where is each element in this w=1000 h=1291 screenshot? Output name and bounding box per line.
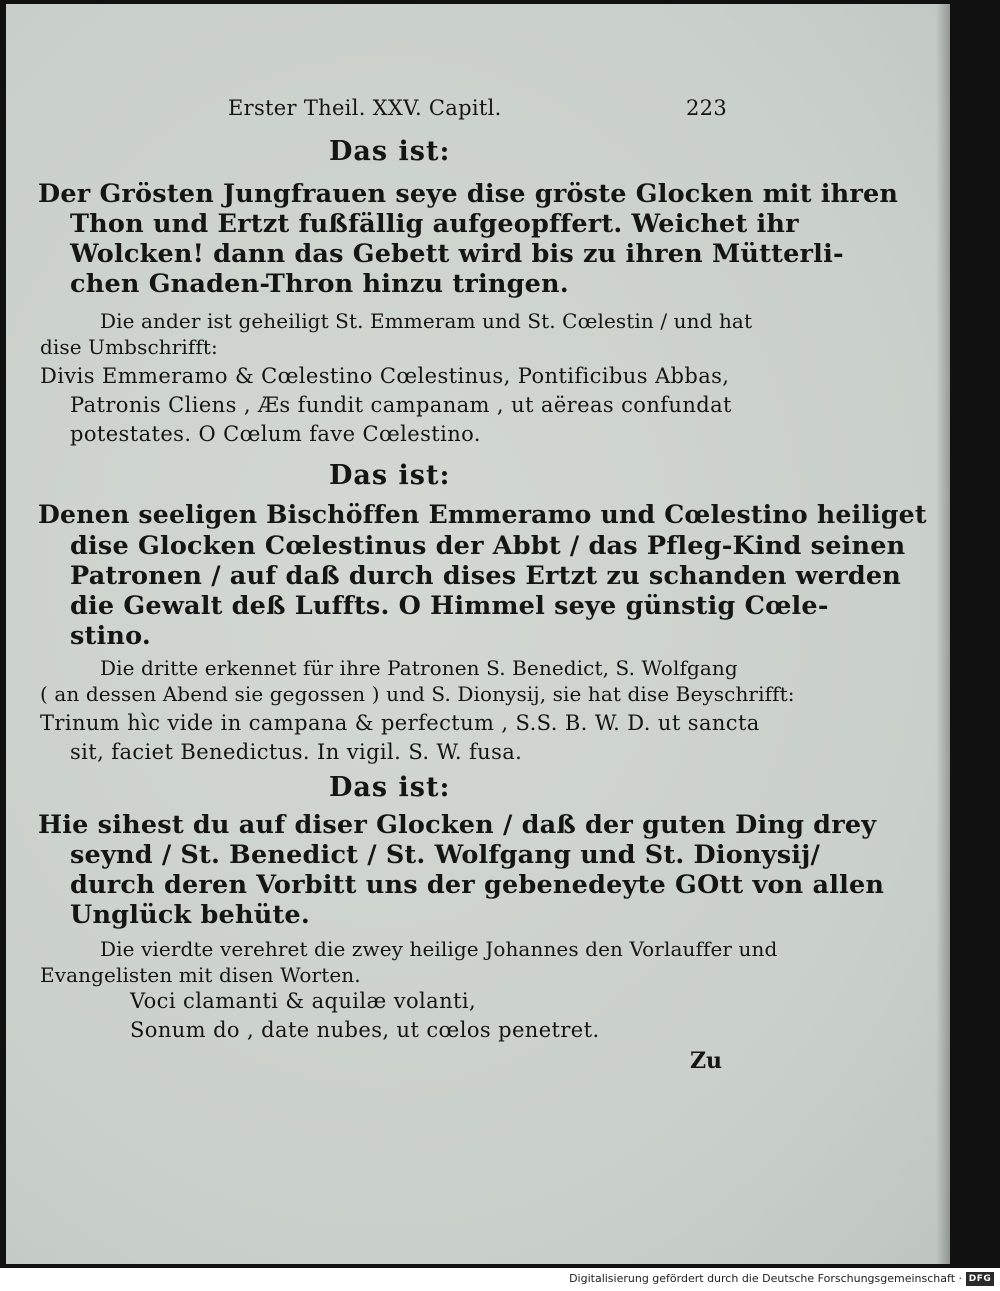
text-line: dise Umbschrifft: — [40, 335, 218, 359]
page-edge-shadow — [936, 4, 950, 1264]
text-line: stino. — [70, 621, 151, 651]
latin-line: Divis Emmeramo & Cœlestino Cœlestinus, Pontificibus Abbas, — [40, 364, 730, 388]
text-line: Thon und Ertzt fußfällig aufgeopffert. Weichet ihr — [70, 209, 799, 239]
text-line: die Gewalt deß Luffts. O Himmel seye günstig Cœle- — [70, 591, 829, 621]
text-line: Die dritte erkennet für ihre Patronen S. Benedict, S. Wolfgang — [100, 656, 738, 680]
book-page — [6, 4, 950, 1264]
text-line: Die vierdte verehret die zwey heilige Johannes den Vorlauffer und — [100, 937, 778, 961]
text-line: Unglück behüte. — [70, 900, 310, 930]
text-line: Die ander ist geheiligt St. Emmeram und St. Cœlestin / und hat — [100, 309, 753, 333]
section-heading: Das ist: — [329, 460, 451, 491]
text-line: Wolcken! dann das Gebett wird bis zu ihren Mütterli- — [70, 239, 844, 269]
section-heading: Das ist: — [329, 136, 451, 167]
running-head — [228, 96, 727, 120]
text-line: Der Grösten Jungfrauen seye dise gröste Glocken mit ihren — [38, 179, 899, 209]
text-line: durch deren Vorbitt uns der gebenedeyte GOtt von allen — [70, 870, 885, 900]
text-line: seynd / St. Benedict / St. Wolfgang und St. Dionysij/ — [70, 840, 821, 870]
text-line: Denen seeligen Bischöffen Emmeramo und Cœlestino heiliget — [38, 500, 927, 530]
catchword: Zu — [690, 1048, 723, 1074]
text-line: Hie sihest du auf diser Glocken / daß der guten Ding drey — [38, 810, 877, 840]
text-line: ( an dessen Abend sie gegossen ) und S. Dionysij, sie hat dise Beyschrifft: — [40, 682, 795, 706]
page-number: 223 — [686, 96, 727, 120]
running-head-text: Erster Theil. XXV. Capitl. — [228, 96, 502, 120]
section-heading: Das ist: — [329, 772, 451, 803]
text-line: dise Glocken Cœlestinus der Abbt / das Pfleg-Kind seinen — [70, 531, 906, 561]
digitization-footer — [0, 1268, 1000, 1291]
verse-line: Voci clamanti & aquilæ volanti, — [130, 989, 477, 1013]
text-line: Patronen / auf daß durch dises Ertzt zu schanden werden — [70, 561, 902, 591]
latin-line: Patronis Cliens , Æs fundit campanam , ut aëreas confundat — [70, 393, 732, 417]
text-line: chen Gnaden-Thron hinzu tringen. — [70, 269, 569, 299]
dfg-logo: DFG — [966, 1272, 994, 1286]
latin-line: sit, faciet Benedictus. In vigil. S. W. fusa. — [70, 740, 523, 764]
funding-credit: Digitalisierung gefördert durch die Deutsche Forschungsgemeinschaft · — [569, 1272, 962, 1285]
verse-line: Sonum do , date nubes, ut cœlos penetret. — [130, 1018, 600, 1042]
text-line: Evangelisten mit disen Worten. — [40, 963, 361, 987]
latin-line: potestates. O Cœlum fave Cœlestino. — [70, 422, 481, 446]
latin-line: Trinum hìc vide in campana & perfectum , S.S. B. W. D. ut sancta — [40, 711, 760, 735]
